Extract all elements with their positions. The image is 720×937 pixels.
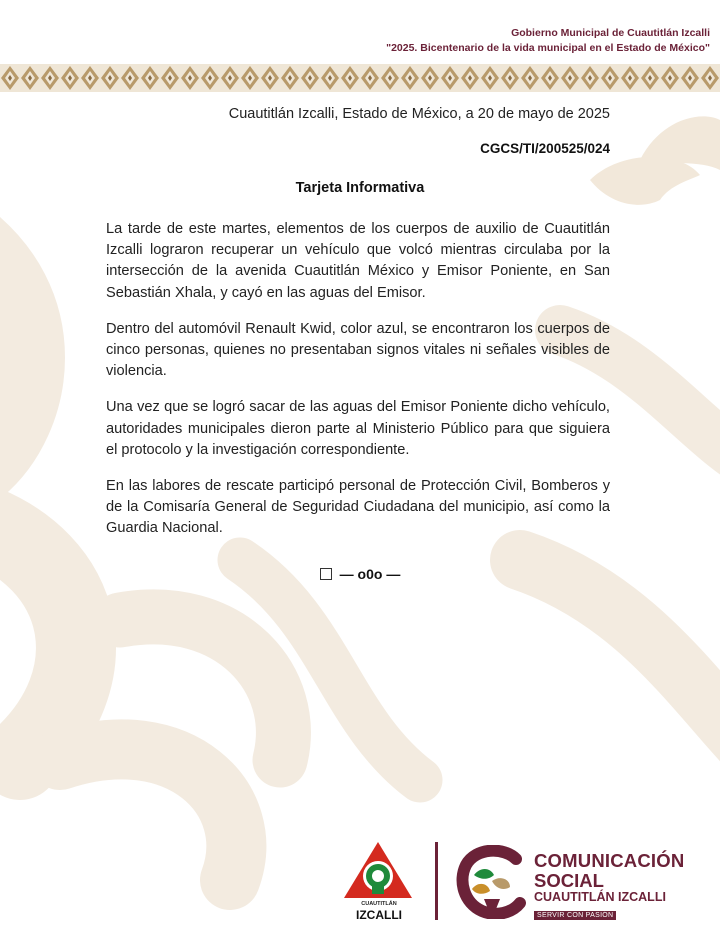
bicentennial-motto: "2025. Bicentenario de la vida municipal en el Estado de México" — [386, 42, 710, 54]
izcalli-logo-big: IZCALLI — [356, 908, 402, 922]
paragraph: La tarde de este martes, elementos de los cuerpos de auxilio de Cuautitlán Izcalli lograron recuperar un vehículo que volcó mientras circulaba por la intersección de la avenida Cuautitlán México y Emisor Poniente, en San Sebastián Xhala, y cayó en las aguas del Emisor. — [106, 221, 610, 301]
cs-tagline: SERVIR CON PASIÓN — [534, 911, 616, 920]
cs-line-2: SOCIAL — [534, 870, 604, 891]
paragraph: En las labores de rescate participó personal de Protección Civil, Bomberos y de la Comisaría General de Seguridad Ciudadana del municipio, así como la Guardia Nacional. — [106, 478, 610, 537]
folio-number: CGCS/TI/200525/024 — [480, 141, 610, 156]
decorative-pattern-band — [0, 64, 720, 92]
cs-line-3: CUAUTITLÁN IZCALLI — [534, 890, 666, 904]
document-title: Tarjeta Informativa — [295, 180, 425, 196]
footer-divider — [435, 842, 438, 920]
cs-line-1: COMUNICACIÓN — [534, 850, 685, 871]
izcalli-logo-small: CUAUTITLÁN — [361, 901, 397, 907]
paragraph: Una vez que se logró sacar de las aguas del Emisor Poniente dicho vehículo, autoridades municipales dieron parte al Ministerio Público para que siguiera el protocolo y la investigación correspondiente. — [106, 399, 610, 458]
government-name: Gobierno Municipal de Cuautitlán Izcalli — [511, 27, 710, 39]
closing-text: — o0o — — [339, 566, 401, 582]
checkbox-glyph-icon — [320, 568, 332, 580]
letterhead — [386, 26, 710, 56]
place-and-date: Cuautitlán Izcalli, Estado de México, a 20 de mayo de 2025 — [228, 106, 610, 122]
paragraph: Dentro del automóvil Renault Kwid, color azul, se encontraron los cuerpos de cinco personas, quienes no presentaban signos vitales ni señales visibles de violencia. — [106, 320, 610, 380]
comunicacion-social-emblem-icon — [456, 845, 526, 919]
izcalli-logo-text — [340, 899, 418, 922]
comunicacion-social-wordmark — [534, 851, 684, 922]
document-body — [106, 219, 610, 555]
closing-mark — [0, 566, 720, 582]
